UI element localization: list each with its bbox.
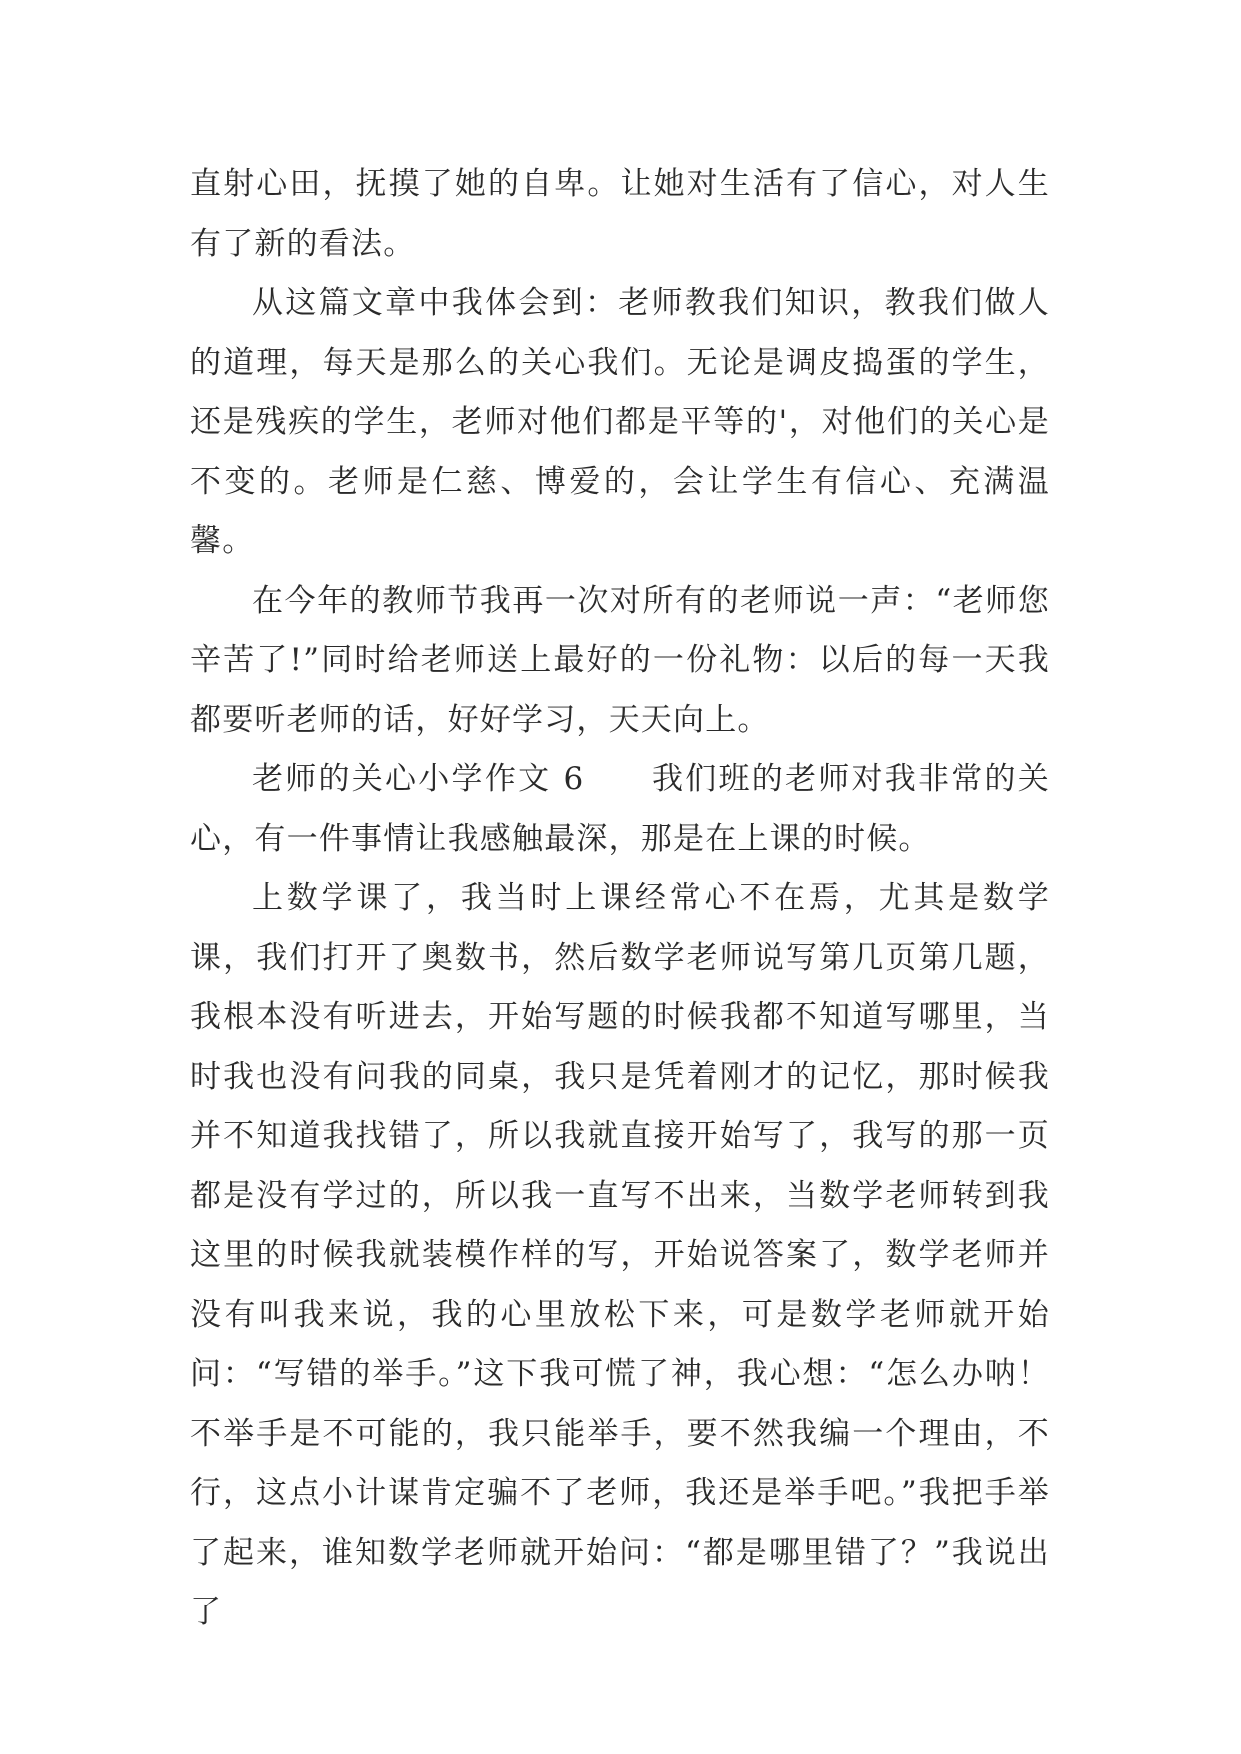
- paragraph: 直射心田，抚摸了她的自卑。让她对生活有了信心，对人生有了新的看法。: [190, 166, 1050, 262]
- paragraph: 在今年的教师节我再一次对所有的老师说一声：“老师您辛苦了!”同时给老师送上最好的一份礼物：以后的每一天我都要听老师的话，好好学习，天天向上。: [190, 582, 1050, 738]
- document-page: [190, 155, 1050, 1643]
- paragraph: 从这篇文章中我体会到：老师教我们知识，教我们做人的道理，每天是那么的关心我们。无论是调皮捣蛋的学生，还是残疾的学生，老师对他们都是平等的'，对他们的关心是不变的。老师是仁慈、博爱的，会让学生有信心、充满温馨。: [190, 285, 1050, 559]
- paragraph-section-heading: 老师的关心小学作文 6 我们班的老师对我非常的关心，有一件事情让我感触最深，那是在上课的时候。: [190, 761, 1050, 857]
- paragraph: 上数学课了，我当时上课经常心不在焉，尤其是数学课，我们打开了奥数书，然后数学老师说写第几页第几题，我根本没有听进去，开始写题的时候我都不知道写哪里，当时我也没有问我的同桌，我只是凭着刚才的记忆，那时候我并不知道我找错了，所以我就直接开始写了，我写的那一页都是没有学过的，所以我一直写不出来，当数学老师转到我这里的时候我就装模作样的写，开始说答案了，数学老师并没有叫我来说，我的心里放松下来，可是数学老师就开始问：“写错的举手。”这下我可慌了神，我心想：“怎么办呐！不举手是不可能的，我只能举手，要不然我编一个理由，不行，这点小计谋肯定骗不了老师，我还是举手吧。”我把手举了起来，谁知数学老师就开始问：“都是哪里错了？”我说出了: [190, 880, 1050, 1630]
